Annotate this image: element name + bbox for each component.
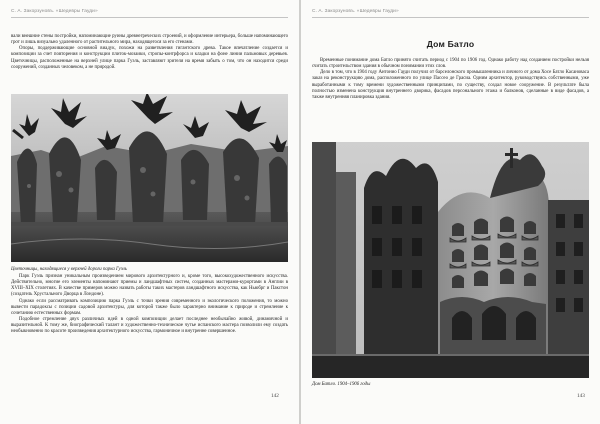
body-text-top xyxy=(11,34,288,71)
photo-caption: Цветочницы, находящиеся у верхней дороги парка Гуэль xyxy=(11,267,127,272)
paragraph: Временные понимание дома Батло принято считать период с 1904 по 1906 год. Однако работу над созданием постройки нельзя считать строительством здания в обычном понимании этих слов. xyxy=(312,58,589,70)
body-text xyxy=(312,58,589,101)
right-page xyxy=(301,0,600,424)
page-number: 142 xyxy=(271,393,279,399)
page-number: 143 xyxy=(577,393,585,399)
photo-casa-batllo xyxy=(312,142,589,378)
body-text-bottom xyxy=(11,274,288,335)
paragraph: Однако если рассматривать композицию парка Гуэль с точки зрения современного и экологического положения, то можно вывести парадоксы с позиции садовой архитектуры, для которой также было характерно внимание к природе и стремление к сочетанию естественных формам. xyxy=(11,298,288,316)
paragraph: Подобное стремление двух различных идей в одной композиции делает последнее необычайно живой, динамичной и выразительной. К тому же, биографический талант и художественно-техническое чутье испанского мастера позволили ему создать необыкновенно по красоте произведения архитектурного искусства, гармоничное и внутренне совершенное. xyxy=(11,316,288,335)
photo-park-guell-planters xyxy=(11,94,288,262)
running-header: С. А. Закорзуновъ. «Шедевры Гауди» xyxy=(11,9,98,14)
photo-caption: Дом Батло. 1904–1906 годы xyxy=(312,382,371,387)
left-page xyxy=(0,0,299,424)
running-header: С. А. Закорзуновъ. «Шедевры Гауди» xyxy=(312,9,399,14)
section-title: Дом Батло xyxy=(426,39,475,49)
header-rule xyxy=(11,17,288,18)
header-rule xyxy=(312,17,589,18)
paragraph: Парк Гуэль признан уникальным произведением мирового архитектурного и, кроме того, высокохудожественного искусства. Действительно, многие его элементы напоминают приемы и ландшафтных систем, созданных мастерами-курортами в Англии в XVIII–XIX столетиях. В качестве примеров можно назвать работы таких мастеров ландшафтного искусства, как Ньюбрг и Пакстон (создатель Хрустального Дворца в Лондоне). xyxy=(11,274,288,298)
paragraph: Опоры, поддерживающие основной виадук, похожи на разветвления гигантского древа. Такое впечатление создается и композиции за счет повторения и конструкции плиток-мозаики, стропы-контрфорса и кладки на фоне линии пальмовых деревьев. Цветочницы, расположенные на верхней улице парка Гуэль, заставляют зрителя на время забыть о том, что он находится среди сооружений, созданных человеком, а не природой. xyxy=(11,46,288,70)
paragraph: вали внешние стены постройки, напоминающие руины древнегреческих строений, и оформление интерьера, больше напоминающего грот и лишь визуально удаленного от растительного мира, находящегося за его стенами. xyxy=(11,34,288,46)
paragraph: Дело в том, что в 1904 году Антонио Гауди получил от барселонского промышленника и личного от дома Хосе Батло Касановаса заказ на реконструкцию дома, расположенного по улице Пассео де Грасиа. Одним архитектор, руководствуясь собственными, уже выработанными к тому времени художественными принципами, по существу, создал новое сооружение. В результате была полностью изменена конструкция внутреннего дворика, фасадов персонального этажа и балконов, сделанные в виде фасадов, а также внутренняя планировка здания. xyxy=(312,70,589,100)
